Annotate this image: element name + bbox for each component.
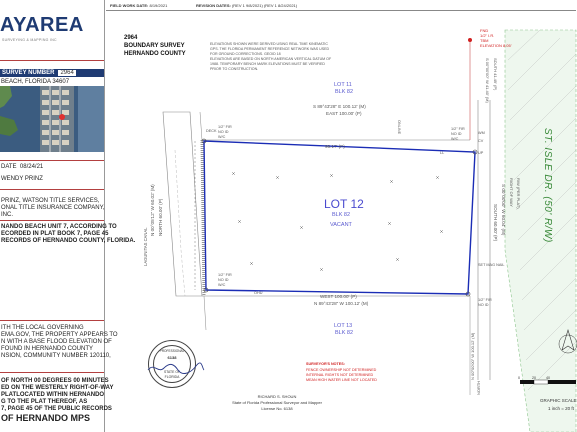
water-meter-label: WM xyxy=(478,131,485,135)
flood-line-5: NSION, COMMUNITY NUMBER 120110, xyxy=(1,353,111,359)
title-number: 2964 xyxy=(124,35,138,41)
graphic-scale-ratio: 1 inch = 20 ft xyxy=(548,406,574,411)
corner-noid-ne: NO ID xyxy=(451,132,462,136)
set-mag-nail-label: SET MAG NAIL xyxy=(478,263,505,267)
tbm-marker xyxy=(468,38,472,42)
east-bearing-measured: S 00°00'00" W 60.04' (M) xyxy=(501,184,506,236)
elevation-note-4: ELEVATIONS ARE BASED ON NORTH AMERICAN VERTICAL DATUM OF xyxy=(210,57,332,61)
elevation-note-1: ELEVATIONS SHOWN WERE DERIVED USING REAL TIME KINEMATIC xyxy=(210,42,329,46)
scale-tick-40: 40 xyxy=(546,376,550,380)
corner-fir-sw: 1/2" FIR xyxy=(218,273,232,277)
bottom-tie-label: NORTH xyxy=(476,380,481,395)
bearing-line-4: G TO THE PLAT THEREOF, AS xyxy=(1,399,88,405)
elevation-note-5: 1988. TEMPORARY BENCH MARK ELEVATIONS MUST BE VERIFIED xyxy=(210,62,326,66)
scale-tick-0: 0 xyxy=(518,376,520,380)
vacant-label: VACANT xyxy=(330,222,352,228)
surveyor-note-1: FENCE OWNERSHIP NOT DETERMINED xyxy=(306,368,377,372)
elevation-note-2: GPS. THE FLORIDA PERMANENT REFERENCE NETWORK WAS USED xyxy=(210,47,330,51)
bottom-tie-bearing: N 00°00'00" W 100.12' (M) xyxy=(470,332,475,380)
top-bearing-measured: S 89°43'28" E 100.12' (M) xyxy=(313,104,366,109)
bearing-line-2: ED ON THE WESTERLY RIGHT-OF-WAY xyxy=(1,385,114,391)
flood-line-3: N WITH A BASE FLOOD ELEVATION OF xyxy=(1,339,112,345)
field-work-date: FIELD WORK DATE: 8/19/2021 xyxy=(110,3,168,8)
lot-11-label: LOT 11 xyxy=(334,82,352,88)
company-logo: AYAREA xyxy=(0,14,84,36)
canal-bank-line xyxy=(175,150,185,296)
corner-fir-se: 1/2" FIR xyxy=(478,298,492,302)
west-bearing-measured: N 00°05'12" W 60.02' (M) xyxy=(150,184,155,236)
tbm-label: TBM xyxy=(480,38,489,43)
survey-date: 08/24/21 xyxy=(19,164,44,170)
flood-line-1: ITH THE LOCAL GOVERNING xyxy=(1,325,84,331)
bearing-line-3: PLATLOCATED WITHIN HERNANDO xyxy=(1,392,105,398)
survey-number-label: SURVEY NUMBER xyxy=(2,70,55,76)
surveyor-license-title: State of Florida Professional Surveyor and Mapper xyxy=(232,400,322,405)
ll-label: LL xyxy=(440,151,445,155)
client-name: WENDY PRINZ xyxy=(1,176,43,182)
cable-vault-label: CV xyxy=(478,139,484,143)
street-right-of-way xyxy=(505,30,576,432)
right-tie-bearing-measured: S 00°00'00" W 41.40' (M) xyxy=(485,58,490,103)
corner-noid-se: NO ID xyxy=(478,303,489,307)
street-name-label: ST. ISLE DR. (50' R/W) xyxy=(542,128,553,243)
corner-fir-ne: 1/2" FIR xyxy=(451,127,465,131)
seal-top-text: PROFESSIONAL xyxy=(159,349,185,353)
found-iron-rod-label: FND xyxy=(480,28,489,33)
deck-label: DECK xyxy=(206,129,217,133)
corner-fir-nw: 1/2" FIR xyxy=(218,125,232,129)
lot-line-ext xyxy=(200,112,202,140)
bottom-distance-plat: WEST 100.00' (P) xyxy=(320,294,357,299)
canal-outline xyxy=(163,112,202,296)
lot-line-ext xyxy=(204,296,206,330)
surveyor-note-3: MEAN HIGH WATER LINE NOT LOCATED xyxy=(306,378,377,382)
certification-line-3: INC. xyxy=(1,212,13,218)
seal-number: 6138 xyxy=(167,355,177,360)
corner-wc-sw: W/C xyxy=(218,283,226,287)
signature-image xyxy=(146,360,206,376)
right-of-way-plat-label: R/W (PER PLAT) xyxy=(516,178,521,209)
tbm-elevation: ELEVATION 8.05' xyxy=(480,43,512,48)
flood-line-4: FOUND IN HERNANDO COUNTY xyxy=(1,346,94,352)
bottom-bearing-measured: N 89°43'28" W 100.12' (M) xyxy=(314,301,369,306)
corner-wc-nw: W/C xyxy=(218,135,226,139)
corner-noid-nw: NO ID xyxy=(218,130,229,134)
lot-12-block: BLK 82 xyxy=(332,212,351,218)
legal-description-line-1: NANDO BEACH UNIT 7, ACCORDING TO xyxy=(1,224,117,230)
lot-12-label: LOT 12 xyxy=(324,197,364,211)
date-line: DATE 08/24/21 xyxy=(1,164,44,170)
survey-number-value: 2964 xyxy=(60,70,74,76)
lot-11-block: BLK 82 xyxy=(335,89,354,95)
right-of-way-label: RIGHT OF WAY xyxy=(509,178,514,207)
certification-line-1: PRINZ, WATSON TITLE SERVICES, xyxy=(1,198,100,204)
utility-pole-label: UP xyxy=(478,151,484,155)
elevation-note-6: PRIOR TO CONSTRUCTION. xyxy=(210,67,259,71)
top-distance-plat: EAST 100.00' (P) xyxy=(326,111,362,116)
canal-label: LAGUNITAS CANAL xyxy=(143,227,148,266)
corner-noid-sw: NO ID xyxy=(218,278,229,282)
surveyor-license-number: License No. 6138 xyxy=(261,406,293,411)
certification-line-2: ONAL TITLE INSURANCE COMPANY, xyxy=(1,205,105,211)
revision-dates: REVISION DATES: (REV 1 9/8/2021) (REV 1 8/24/2021) xyxy=(196,3,298,8)
lot-13-block: BLK 82 xyxy=(335,330,354,336)
legal-description-line-2: ECORDED IN PLAT BOOK 7, PAGE 45 xyxy=(1,231,109,237)
top-inner-distance: 95.17' (P) xyxy=(325,144,345,149)
seal-florida: FLORIDA xyxy=(164,375,180,379)
bearing-line-1: OF NORTH 00 DEGREES 00 MINUTES xyxy=(1,378,109,384)
surveyor-notes-heading: SURVEYOR'S NOTES: xyxy=(306,362,345,366)
legal-description-line-3: RECORDS OF HERNANDO COUNTY, FLORIDA. xyxy=(1,238,136,244)
address-line: BEACH, FLORIDA 34607 xyxy=(1,79,70,85)
found-iron-rod-size: 1/2" I.R. xyxy=(480,33,495,38)
right-tie-distance-plat: SOUTH 41.49' (P) xyxy=(493,58,498,91)
bearing-line-5: 7, PAGE 45 OF THE PUBLIC RECORDS xyxy=(1,406,112,412)
flood-line-2: EMA.GOV, THE PROPERTY APPEARS TO xyxy=(1,332,118,338)
ohu-label: OHU xyxy=(254,291,263,295)
west-distance-plat: NORTH 60.00' (P) xyxy=(158,198,163,236)
bearing-line-6: OF HERNANDO MPS xyxy=(1,413,91,423)
surveyor-note-2: INTERNAL RIGHTS NOT DETERMINED xyxy=(306,373,374,377)
east-distance-plat: SOUTH 60.00' (P) xyxy=(493,204,498,242)
elevation-note-3: FOR GROUND CORRECTIONS. GEOID 18 xyxy=(210,52,281,56)
graphic-scale-bar xyxy=(520,380,576,384)
corner-wc-ne: W/C xyxy=(451,137,459,141)
company-logo-subtitle: SURVEYING & MAPPING INC xyxy=(2,38,57,42)
lot-13-label: LOT 13 xyxy=(334,323,353,329)
surveyor-name: RICHARD S. SHOUN xyxy=(257,394,297,399)
seal-state: STATE OF xyxy=(163,370,181,374)
title-line-1: BOUNDARY SURVEY xyxy=(124,43,185,49)
scale-tick-20: 20 xyxy=(532,376,536,380)
online-label: ONLINE xyxy=(397,120,401,135)
graphic-scale-label: GRAPHIC SCALE xyxy=(540,398,577,403)
title-line-2: HERNANDO COUNTY xyxy=(124,51,186,57)
